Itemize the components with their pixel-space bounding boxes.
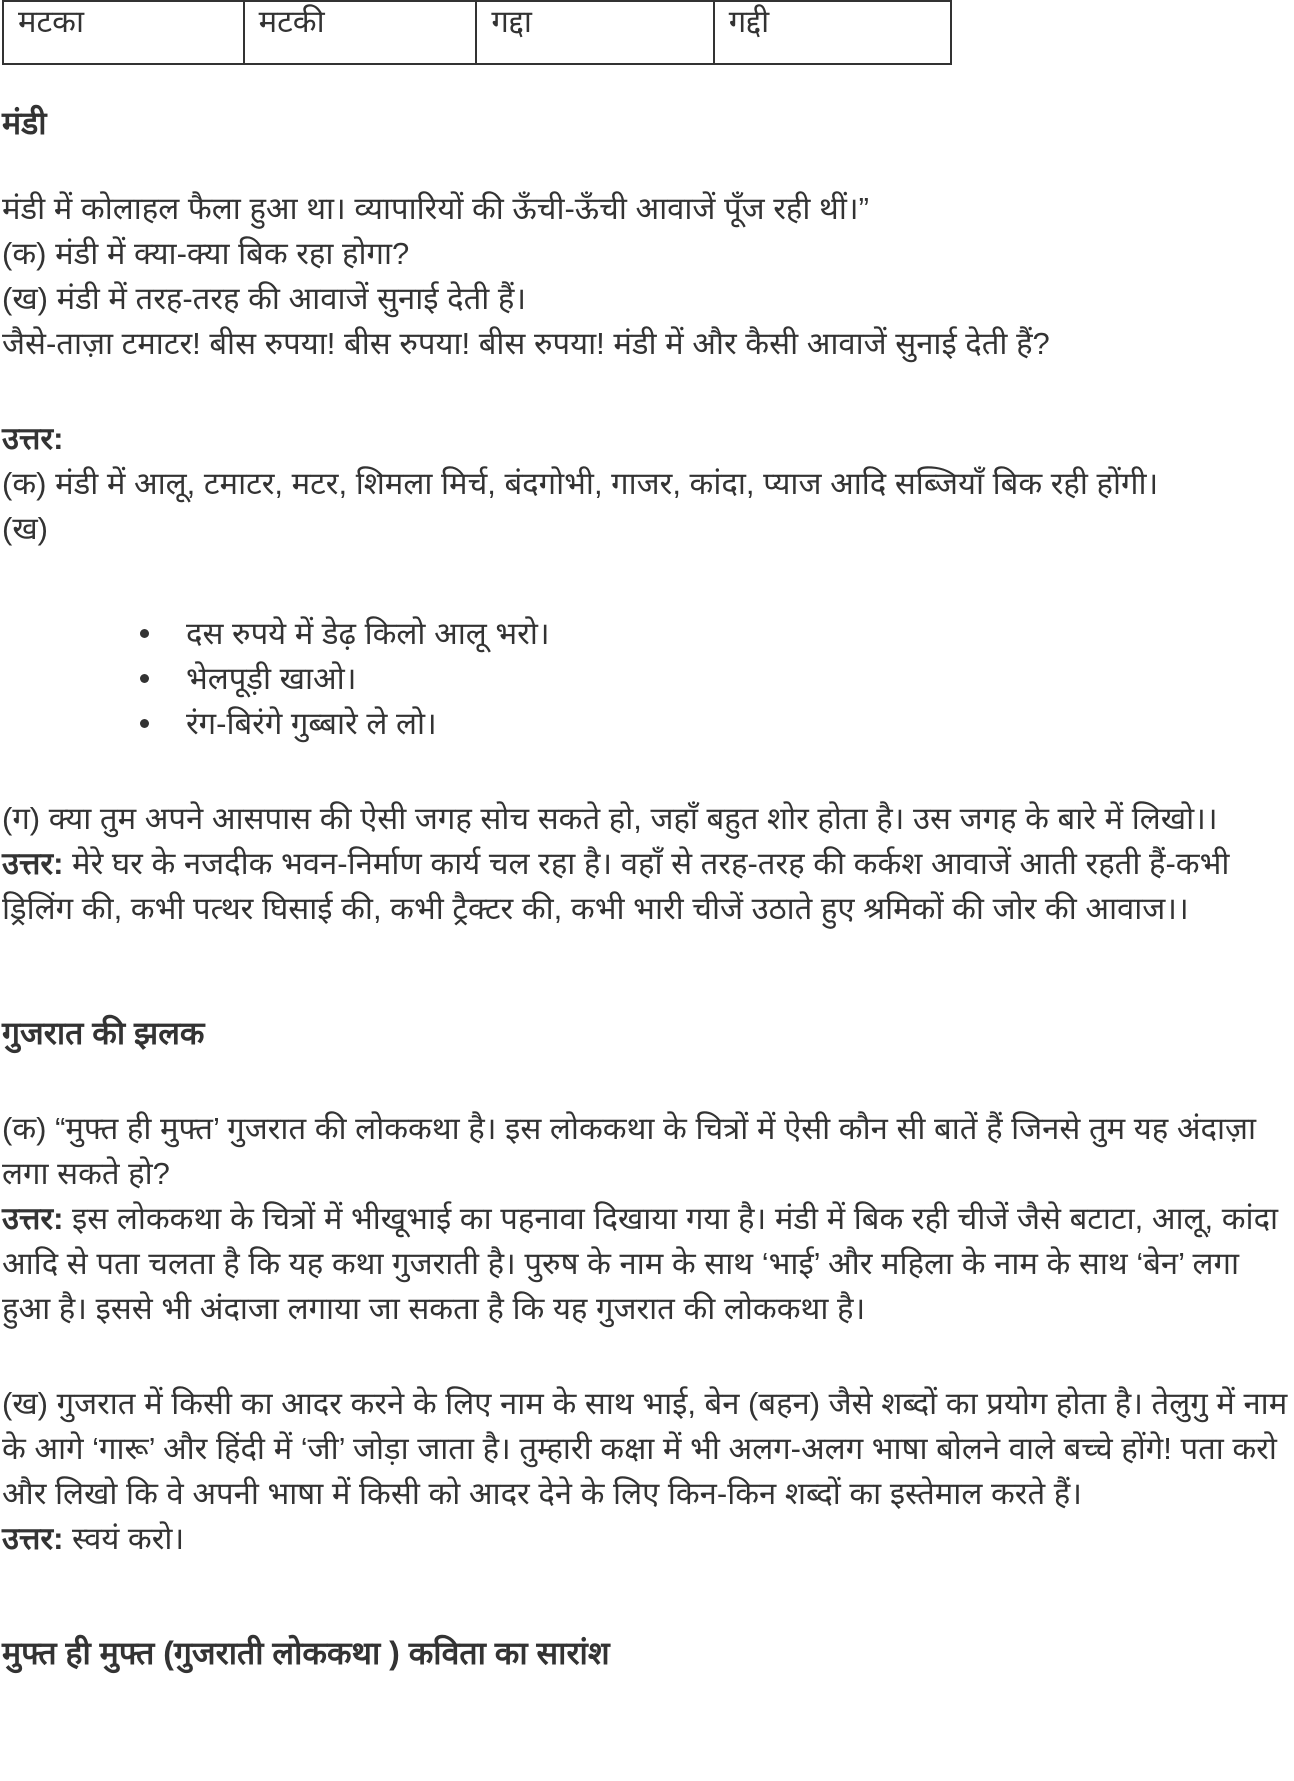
spacer bbox=[2, 746, 1292, 796]
table-cell: गद्दा bbox=[476, 1, 713, 64]
spacer bbox=[2, 1056, 1292, 1106]
table-cell: गद्दी bbox=[714, 1, 951, 64]
answer-ka: उत्तर: इस लोककथा के चित्रों में भीखूभाई का पहनावा दिखाया गया है। मंडी में बिक रही चीजें जैसे बटाटा, आलू, कांदा आदि से पता चलता है कि यह कथा गुजराती है। पुरुष के नाम के साथ ‘भाई’ और महिला के नाम के साथ ‘बेन’ लगा हुआ है। इससे भी अंदाजा लगाया जा सकता है कि यह गुजरात की लोककथा है। bbox=[2, 1201, 1279, 1326]
list-item: रंग-बिरंगे गुब्बारे ले लो। bbox=[140, 701, 1292, 746]
word-table bbox=[2, 0, 952, 65]
mandi-intro: मंडी में कोलाहल फैला हुआ था। व्यापारियों की ऊँची-ऊँची आवाजें पूँज रही थीं।” bbox=[2, 191, 869, 226]
answer-label: उत्तर: bbox=[2, 1201, 64, 1236]
list-item: भेलपूड़ी खाओ। bbox=[140, 656, 1292, 701]
bullet-icon bbox=[140, 629, 149, 638]
section-heading-mandi: मंडी bbox=[2, 105, 47, 141]
question-ka: (क) “मुफ्त ही मुफ्त’ गुजरात की लोककथा है। इस लोककथा के चित्रों में ऐसी कौन सी बातें हैं जिनसे तुम यह अंदाज़ा लगा सकते हो? bbox=[2, 1111, 1257, 1191]
table-cell: मटकी bbox=[244, 1, 477, 64]
list-item: दस रुपये में डेढ़ किलो आलू भरो। bbox=[140, 611, 1292, 656]
table-cell: मटका bbox=[3, 1, 244, 64]
answer-kha-list bbox=[2, 611, 1292, 746]
bullet-icon bbox=[140, 674, 149, 683]
question-kha-example: जैसे-ताज़ा टमाटर! बीस रुपया! बीस रुपया! बीस रुपया! मंडी में और कैसी आवाजें सुनाई देती हैं? bbox=[2, 326, 1050, 361]
answer-label: उत्तर: bbox=[2, 1521, 64, 1556]
answer-label: उत्तर: bbox=[2, 421, 64, 456]
document-page bbox=[2, 0, 1292, 1676]
answer-kha: उत्तर: स्वयं करो। bbox=[2, 1521, 185, 1556]
spacer bbox=[2, 1331, 1292, 1381]
answer-kha-label: (ख) bbox=[2, 511, 49, 546]
table-row bbox=[3, 1, 951, 64]
spacer bbox=[2, 366, 1292, 416]
answer-ka: (क) मंडी में आलू, टमाटर, मटर, शिमला मिर्च, बंदगोभी, गाजर, कांदा, प्याज आदि सब्जियाँ बिक रही होंगी। bbox=[2, 466, 1159, 501]
spacer bbox=[2, 146, 1292, 186]
question-ka: (क) मंडी में क्या-क्या बिक रहा होगा? bbox=[2, 236, 410, 271]
section-heading-summary: मुफ्त ही मुफ्त (गुजराती लोककथा ) कविता का सारांश bbox=[2, 1635, 610, 1671]
question-kha: (ख) गुजरात में किसी का आदर करने के लिए नाम के साथ भाई, बेन (बहन) जैसे शब्दों का प्रयोग होता है। तेलुगु में नाम के आगे ‘गारू’ और हिंदी में ‘जी’ जोड़ा जाता है। तुम्हारी कक्षा में भी अलग-अलग भाषा बोलने वाले बच्चे होंगे! पता करो और लिखो कि वे अपनी भाषा में किसी को आदर देने के लिए किन-किन शब्दों का इस्तेमाल करते हैं। bbox=[2, 1386, 1288, 1511]
question-kha: (ख) मंडी में तरह-तरह की आवाजें सुनाई देती हैं। bbox=[2, 281, 527, 316]
answer-ga: उत्तर: मेरे घर के नजदीक भवन-निर्माण कार्य चल रहा है। वहाँ से तरह-तरह की कर्कश आवाजें आती रहती हैं-कभी ड्रिलिंग की, कभी पत्थर घिसाई की, कभी ट्रैक्टर की, कभी भारी चीजें उठाते हुए श्रमिकों की जोर की आवाज।। bbox=[2, 846, 1230, 926]
spacer bbox=[2, 65, 1292, 101]
spacer bbox=[2, 1561, 1292, 1631]
section-heading-gujarat: गुजरात की झलक bbox=[2, 1015, 205, 1051]
spacer bbox=[2, 551, 1292, 611]
bullet-icon bbox=[140, 719, 149, 728]
answer-label: उत्तर: bbox=[2, 846, 64, 881]
question-ga: (ग) क्या तुम अपने आसपास की ऐसी जगह सोच सकते हो, जहाँ बहुत शोर होता है। उस जगह के बारे में लिखो।। bbox=[2, 801, 1218, 836]
spacer bbox=[2, 931, 1292, 1011]
